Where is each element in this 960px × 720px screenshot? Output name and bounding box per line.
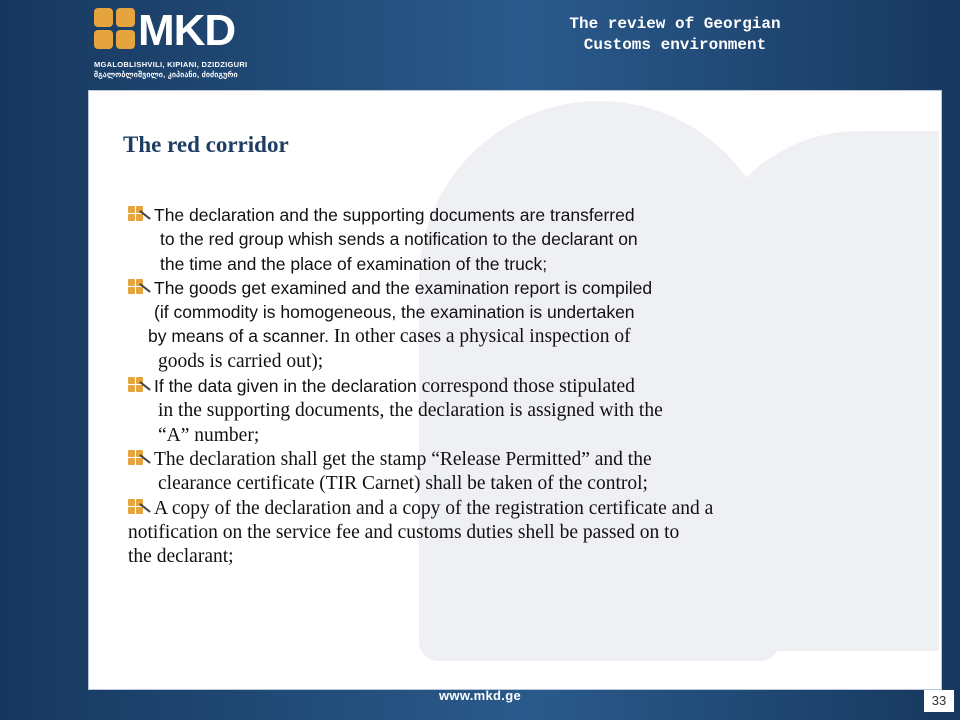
page-title: The red corridor <box>123 132 289 157</box>
logo-subtitle-georgian: მგალობლიშვილი, კიპიანი, ძიძიგური <box>94 70 238 79</box>
list-item-text: in the supporting documents, the declaration is assigned with the <box>158 400 663 422</box>
bullet-list <box>128 203 948 569</box>
list-item-text: “A” number; <box>158 424 260 446</box>
header-title <box>500 14 850 56</box>
bullet-icon <box>128 450 154 466</box>
list-item-text: notification on the service fee and customs duties shell be passed on to <box>128 521 680 543</box>
list-item-text: clearance certificate (TIR Carnet) shall be taken of the control; <box>158 473 648 495</box>
list-item-text: The declaration shall get the stamp “Release Permitted” and the <box>154 448 652 470</box>
list-item <box>128 276 948 300</box>
logo-mark-icon <box>94 8 138 52</box>
list-item <box>128 374 948 399</box>
list-item-text: to the red group whish sends a notification to the declarant on <box>160 229 638 250</box>
list-item-text: The declaration and the supporting documents are transferred <box>154 205 635 225</box>
list-item-text: If the data given in the declaration <box>154 376 417 397</box>
header-title-line2: Customs environment <box>583 36 767 54</box>
bullet-icon <box>128 499 154 515</box>
list-item-text: by means of a scanner. In other cases a physical inspection of <box>148 326 631 348</box>
list-item-text: goods is carried out); <box>158 350 324 372</box>
logo-subtitle-latin: MGALOBLISHVILI, KIPIANI, DZIDZIGURI <box>94 60 248 69</box>
list-item-text: The goods get examined and the examination report is compiled <box>154 277 653 298</box>
list-item <box>128 203 948 227</box>
list-item-text: A copy of the declaration and a copy of the registration certificate and a <box>154 497 714 519</box>
list-item-text: correspond those stipulated <box>416 376 635 398</box>
footer-url: www.mkd.ge <box>439 688 521 703</box>
bullet-icon <box>128 206 154 222</box>
list-item-text: (if commodity is homogeneous, the examination is undertaken <box>154 302 635 323</box>
list-item <box>128 497 948 521</box>
list-item <box>128 448 948 472</box>
bullet-icon <box>128 279 154 295</box>
list-item-text: the time and the place of examination of the truck; <box>160 253 548 274</box>
logo-text: MKD <box>138 6 236 55</box>
header-title-line1: The review of Georgian <box>569 15 781 33</box>
bullet-icon <box>128 377 154 393</box>
page-number: 33 <box>924 690 954 712</box>
list-item-text: the declarant; <box>128 546 234 568</box>
